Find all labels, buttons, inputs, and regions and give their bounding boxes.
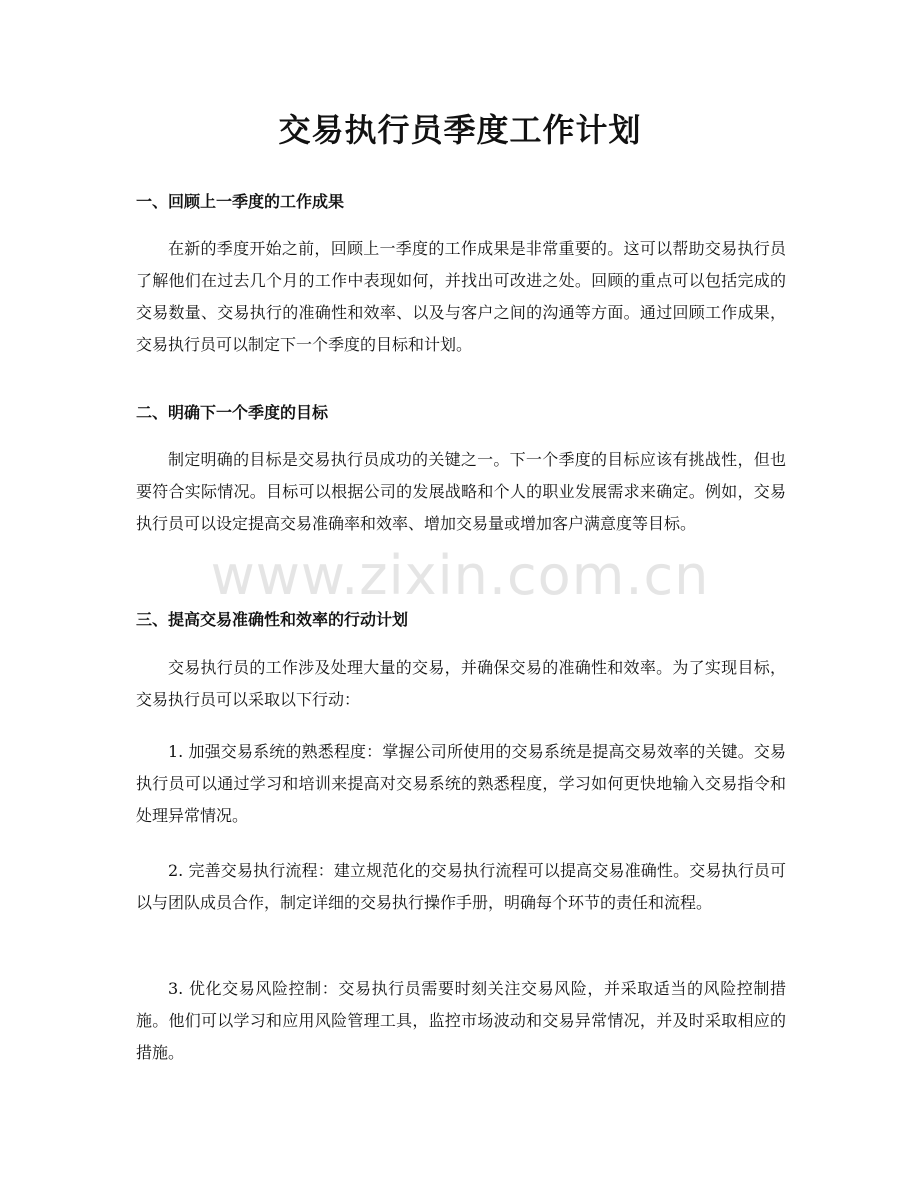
section-heading-3: 三、提高交易准确性和效率的行动计划 [136,610,409,629]
section-3-paragraph-4: 3. 优化交易风险控制：交易执行员需要时刻关注交易风险，并采取适当的风险控制措施。他们可以学习和应用风险管理工具，监控市场波动和交易异常情况，并及时采取相应的措施。 [136,979,786,1062]
section-3-paragraph-3: 2. 完善交易执行流程：建立规范化的交易执行流程可以提高交易准确性。交易执行员可以与团队成员合作，制定详细的交易执行操作手册，明确每个环节的责任和流程。 [136,861,786,912]
section-heading-1: 一、回顾上一季度的工作成果 [136,192,345,211]
watermark: www.zixin.com.cn [210,544,710,607]
section-1-paragraph-1: 在新的季度开始之前，回顾上一季度的工作成果是非常重要的。这可以帮助交易执行员了解他们在过去几个月的工作中表现如何，并找出可改进之处。回顾的重点可以包括完成的交易数量、交易执行的准确性和效率、以及与客户之间的沟通等方面。通过回顾工作成果，交易执行员可以制定下一个季度的目标和计划。 [136,239,786,354]
section-2-paragraph-1: 制定明确的目标是交易执行员成功的关键之一。下一个季度的目标应该有挑战性，但也要符合实际情况。目标可以根据公司的发展战略和个人的职业发展需求来确定。例如，交易执行员可以设定提高交易准确率和效率、增加交易量或增加客户满意度等目标。 [136,450,786,533]
page-title: 交易执行员季度工作计划 [278,111,642,149]
section-3-paragraph-2: 1. 加强交易系统的熟悉程度：掌握公司所使用的交易系统是提高交易效率的关键。交易执行员可以通过学习和培训来提高对交易系统的熟悉程度，学习如何更快地输入交易指令和处理异常情况。 [136,742,786,825]
section-heading-2: 二、明确下一个季度的目标 [136,403,329,422]
section-3-paragraph-1: 交易执行员的工作涉及处理大量的交易，并确保交易的准确性和效率。为了实现目标，交易执行员可以采取以下行动： [136,658,786,709]
